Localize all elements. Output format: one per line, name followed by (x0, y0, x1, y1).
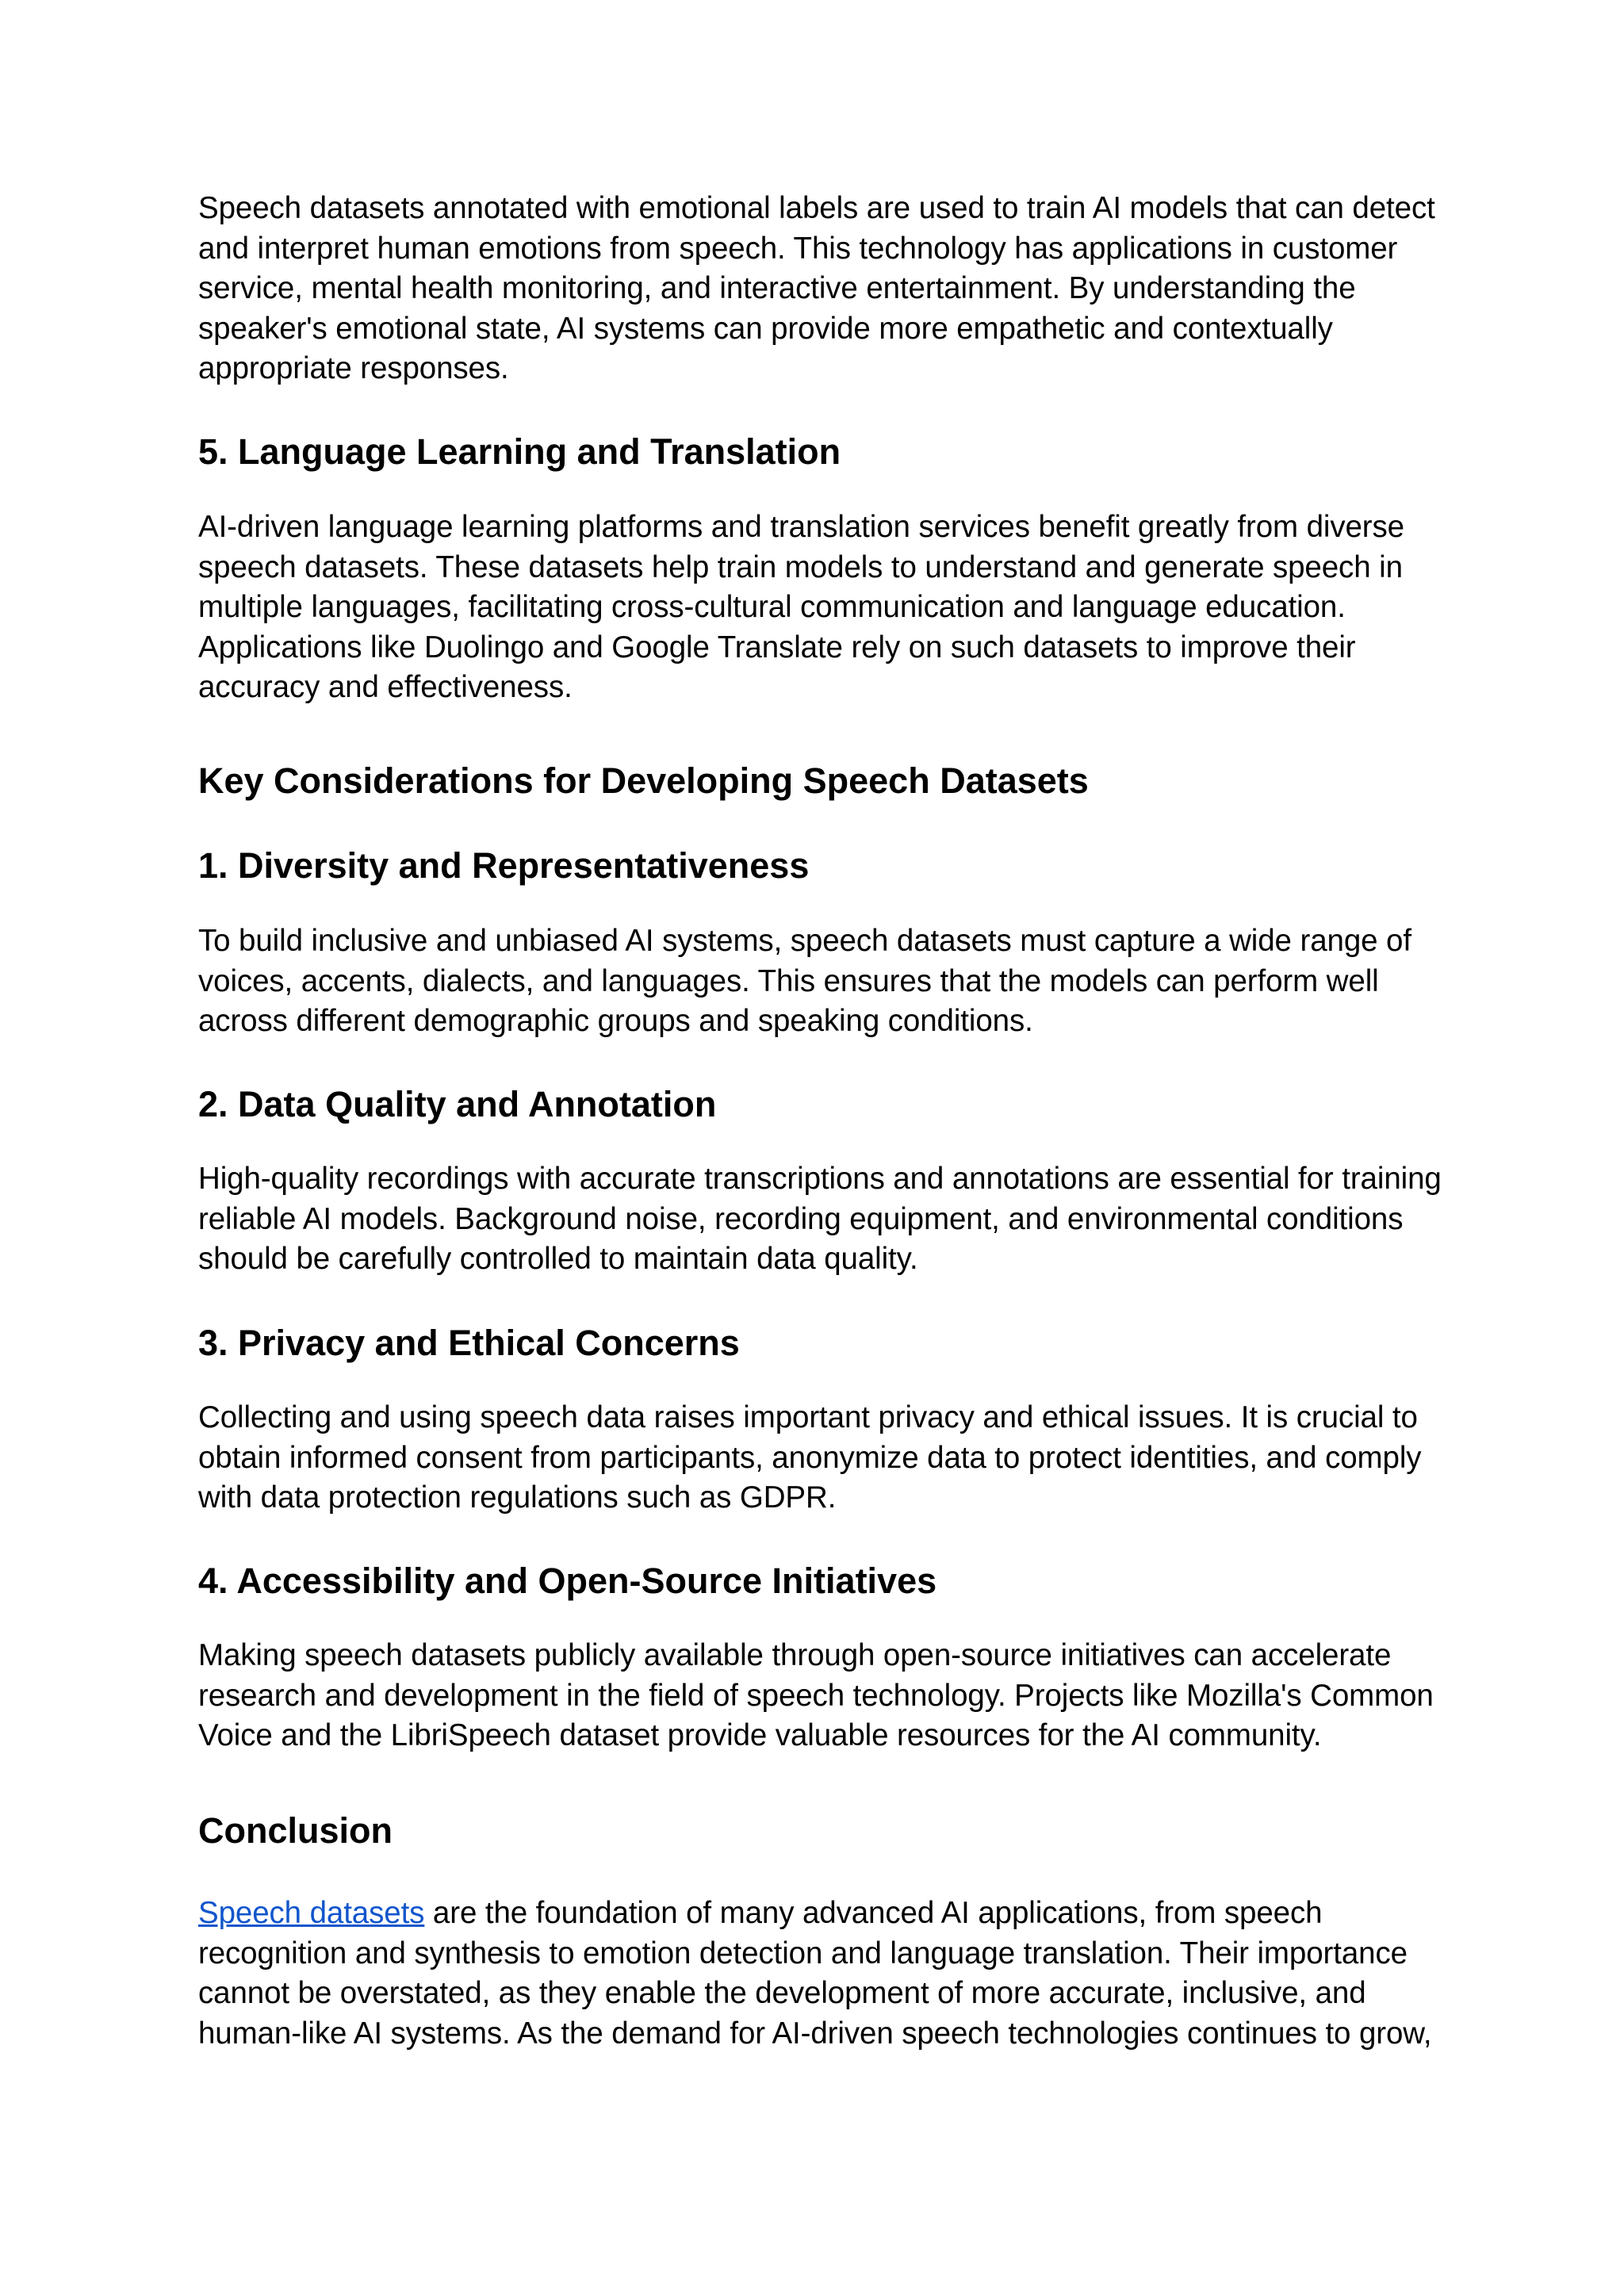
text-line: research and development in the field of speech technology. Projects like Mozilla's Common (198, 1678, 1434, 1713)
text-line: and interpret human emotions from speech. This technology has applications in customer (198, 231, 1398, 266)
text-fragment: are the foundation of many advanced AI applications, from speech (424, 1896, 1323, 1930)
text-line: obtain informed consent from participants, anonymize data to protect identities, and comply (198, 1440, 1422, 1475)
text-line: speaker's emotional state, AI systems can provide more empathetic and contextually (198, 311, 1333, 346)
heading-conclusion: Conclusion (198, 1810, 393, 1851)
text-line: Voice and the LibriSpeech dataset provide valuable resources for the AI community. (198, 1718, 1322, 1752)
paragraph-emotion-detection (198, 189, 1435, 389)
text-line: accuracy and effectiveness. (198, 670, 573, 704)
text-line: reliable AI models. Background noise, recording equipment, and environmental conditions (198, 1201, 1404, 1236)
text-line: Making speech datasets publicly available through open-source initiatives can accelerate (198, 1638, 1392, 1672)
paragraph-data-quality (198, 1159, 1442, 1280)
heading-key-considerations: Key Considerations for Developing Speech Datasets (198, 760, 1089, 801)
text-line: To build inclusive and unbiased AI systems, speech datasets must capture a wide range of (198, 924, 1411, 958)
text-line: Collecting and using speech data raises important privacy and ethical issues. It is crucial to (198, 1400, 1418, 1434)
text-line (198, 1894, 1431, 1934)
paragraph-conclusion (198, 1894, 1431, 2054)
text-line: should be carefully controlled to maintain data quality. (198, 1242, 918, 1276)
text-line: with data protection regulations such as GDPR. (198, 1480, 837, 1515)
heading-language-learning: 5. Language Learning and Translation (198, 431, 841, 472)
text-line: service, mental health monitoring, and interactive entertainment. By understanding the (198, 271, 1356, 305)
paragraph-diversity (198, 921, 1411, 1042)
paragraph-accessibility (198, 1636, 1434, 1756)
heading-data-quality: 2. Data Quality and Annotation (198, 1084, 717, 1124)
text-line: human-like AI systems. As the demand for AI-driven speech technologies continues to grow, (198, 2016, 1432, 2051)
heading-privacy: 3. Privacy and Ethical Concerns (198, 1323, 740, 1363)
text-line: High-quality recordings with accurate transcriptions and annotations are essential for training (198, 1162, 1442, 1196)
heading-accessibility: 4. Accessibility and Open-Source Initiatives (198, 1561, 937, 1601)
paragraph-privacy (198, 1398, 1421, 1518)
text-line: multiple languages, facilitating cross-cultural communication and language education. (198, 590, 1346, 624)
text-line: cannot be overstated, as they enable the development of more accurate, inclusive, and (198, 1976, 1366, 2010)
text-line: across different demographic groups and speaking conditions. (198, 1004, 1033, 1038)
speech-datasets-link[interactable]: Speech datasets (198, 1896, 425, 1930)
heading-diversity: 1. Diversity and Representativeness (198, 845, 810, 886)
text-line: Applications like Duolingo and Google Translate rely on such datasets to improve their (198, 630, 1356, 664)
text-line: speech datasets. These datasets help train models to understand and generate speech in (198, 550, 1403, 584)
text-line: recognition and synthesis to emotion detection and language translation. Their importance (198, 1936, 1408, 1970)
text-line: AI-driven language learning platforms and translation services benefit greatly from diverse (198, 510, 1404, 544)
paragraph-language-learning (198, 507, 1404, 708)
text-line: Speech datasets annotated with emotional labels are used to train AI models that can detect (198, 191, 1435, 225)
text-line: voices, accents, dialects, and languages. This ensures that the models can perform well (198, 963, 1379, 998)
text-line: appropriate responses. (198, 351, 509, 385)
